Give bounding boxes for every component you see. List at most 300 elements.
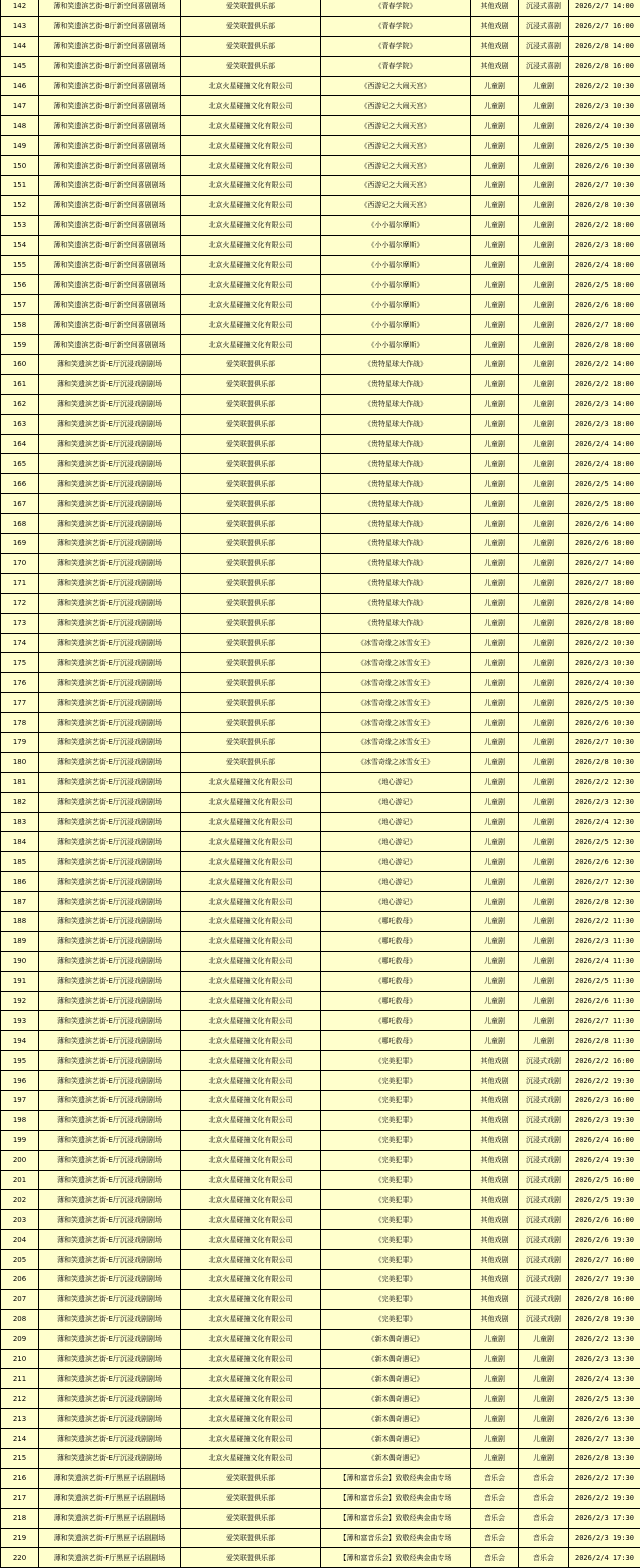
venue-cell: 薄和笑遗滨艺街-E厅沉浸戏剧剧场 (39, 832, 181, 852)
category-cell: 儿童剧 (471, 772, 519, 792)
venue-cell: 薄和笑遗滨艺街-E厅沉浸戏剧剧场 (39, 1051, 181, 1071)
venue-cell: 薄和笑遗滨艺街-E厅沉浸戏剧剧场 (39, 971, 181, 991)
venue-cell: 薄和笑遗滨艺街-E厅沉浸戏剧剧场 (39, 1130, 181, 1150)
venue-cell: 薄和笑遗滨艺街-E厅沉浸戏剧剧场 (39, 1170, 181, 1190)
datetime-cell: 2026/2/3 13:30 (569, 1349, 640, 1369)
category-cell: 儿童剧 (471, 295, 519, 315)
table-row (1, 116, 640, 136)
datetime-cell: 2026/2/2 10:30 (569, 76, 640, 96)
datetime-cell: 2026/2/3 10:30 (569, 96, 640, 116)
genre-cell: 儿童剧 (519, 991, 569, 1011)
row-number-cell: 152 (1, 195, 39, 215)
table-row (1, 613, 640, 633)
show-title-cell: 《西游记之大闹天宫》 (321, 195, 471, 215)
datetime-cell: 2026/2/8 14:00 (569, 36, 640, 56)
category-cell: 儿童剧 (471, 892, 519, 912)
organizer-cell: 北京火星碰撞文化有限公司 (181, 872, 321, 892)
row-number-cell: 166 (1, 474, 39, 494)
show-title-cell: 《小小福尔摩斯》 (321, 215, 471, 235)
table-row (1, 1230, 640, 1250)
row-number-cell: 193 (1, 1011, 39, 1031)
organizer-cell: 北京火星碰撞文化有限公司 (181, 1230, 321, 1250)
datetime-cell: 2026/2/3 12:30 (569, 792, 640, 812)
show-title-cell: 《完美犯罪》 (321, 1190, 471, 1210)
category-cell: 儿童剧 (471, 275, 519, 295)
row-number-cell: 207 (1, 1289, 39, 1309)
genre-cell: 儿童剧 (519, 772, 569, 792)
row-number-cell: 147 (1, 96, 39, 116)
show-title-cell: 《贵特星球大作战》 (321, 394, 471, 414)
venue-cell: 薄和笑遗滨艺街-E厅沉浸戏剧剧场 (39, 1429, 181, 1449)
genre-cell: 儿童剧 (519, 593, 569, 613)
venue-cell: 薄和笑遗滨艺街-E厅沉浸戏剧剧场 (39, 1389, 181, 1409)
table-row (1, 713, 640, 733)
datetime-cell: 2026/2/7 14:00 (569, 0, 640, 16)
genre-cell: 沉浸式戏剧 (519, 1170, 569, 1190)
row-number-cell: 173 (1, 613, 39, 633)
genre-cell: 沉浸式戏剧 (519, 1051, 569, 1071)
genre-cell: 沉浸式戏剧 (519, 1150, 569, 1170)
table-row (1, 1110, 640, 1130)
row-number-cell: 151 (1, 176, 39, 196)
datetime-cell: 2026/2/4 11:30 (569, 951, 640, 971)
datetime-cell: 2026/2/7 10:30 (569, 176, 640, 196)
genre-cell: 儿童剧 (519, 1011, 569, 1031)
datetime-cell: 2026/2/5 11:30 (569, 971, 640, 991)
datetime-cell: 2026/2/3 19:30 (569, 1528, 640, 1548)
datetime-cell: 2026/2/3 11:30 (569, 931, 640, 951)
venue-cell: 薄和笑遗滨艺街-E厅沉浸戏剧剧场 (39, 1309, 181, 1329)
row-number-cell: 191 (1, 971, 39, 991)
organizer-cell: 爱笑联盟俱乐部 (181, 1528, 321, 1548)
row-number-cell: 178 (1, 713, 39, 733)
venue-cell: 薄和笑遗滨艺街-B厅新空间喜剧剧场 (39, 176, 181, 196)
table-row (1, 16, 640, 36)
table-row (1, 633, 640, 653)
genre-cell: 儿童剧 (519, 76, 569, 96)
table-row (1, 1349, 640, 1369)
show-title-cell: 《哪吒救母》 (321, 931, 471, 951)
table-row (1, 514, 640, 534)
genre-cell: 儿童剧 (519, 951, 569, 971)
table-row (1, 812, 640, 832)
row-number-cell: 146 (1, 76, 39, 96)
table-row (1, 195, 640, 215)
row-number-cell: 186 (1, 872, 39, 892)
venue-cell: 薄和笑遗滨艺街-E厅沉浸戏剧剧场 (39, 792, 181, 812)
table-row (1, 673, 640, 693)
category-cell: 儿童剧 (471, 633, 519, 653)
table-row (1, 136, 640, 156)
genre-cell: 儿童剧 (519, 474, 569, 494)
genre-cell: 儿童剧 (519, 673, 569, 693)
row-number-cell: 199 (1, 1130, 39, 1150)
venue-cell: 薄和笑遗滨艺街-E厅沉浸戏剧剧场 (39, 772, 181, 792)
datetime-cell: 2026/2/2 18:00 (569, 215, 640, 235)
organizer-cell: 北京火星碰撞文化有限公司 (181, 1409, 321, 1429)
show-title-cell: 《贵特星球大作战》 (321, 374, 471, 394)
category-cell: 儿童剧 (471, 1429, 519, 1449)
show-title-cell: 《新木偶奇遇记》 (321, 1449, 471, 1469)
category-cell: 儿童剧 (471, 1369, 519, 1389)
venue-cell: 薄和笑遗滨艺街-E厅沉浸戏剧剧场 (39, 494, 181, 514)
datetime-cell: 2026/2/7 18:00 (569, 315, 640, 335)
genre-cell: 沉浸式戏剧 (519, 1289, 569, 1309)
table-row (1, 1190, 640, 1210)
organizer-cell: 北京火星碰撞文化有限公司 (181, 136, 321, 156)
category-cell: 儿童剧 (471, 156, 519, 176)
category-cell: 儿童剧 (471, 792, 519, 812)
venue-cell: 薄和笑遗滨艺街-B厅新空间喜剧剧场 (39, 275, 181, 295)
category-cell: 儿童剧 (471, 1031, 519, 1051)
table-row (1, 1369, 640, 1389)
datetime-cell: 2026/2/8 10:30 (569, 752, 640, 772)
organizer-cell: 北京火星碰撞文化有限公司 (181, 1250, 321, 1270)
organizer-cell: 爱笑联盟俱乐部 (181, 633, 321, 653)
venue-cell: 薄和笑遗滨艺街-E厅沉浸戏剧剧场 (39, 1110, 181, 1130)
venue-cell: 薄和笑遗滨艺街-E厅沉浸戏剧剧场 (39, 514, 181, 534)
table-row (1, 553, 640, 573)
row-number-cell: 183 (1, 812, 39, 832)
genre-cell: 儿童剧 (519, 693, 569, 713)
venue-cell: 薄和笑遗滨艺街-B厅新空间喜剧剧场 (39, 16, 181, 36)
show-title-cell: 《哪吒救母》 (321, 911, 471, 931)
organizer-cell: 爱笑联盟俱乐部 (181, 16, 321, 36)
show-title-cell: 《冰雪奇缘之冰雪女王》 (321, 633, 471, 653)
table-row (1, 1329, 640, 1349)
venue-cell: 薄和笑遗滨艺街-E厅沉浸戏剧剧场 (39, 553, 181, 573)
organizer-cell: 北京火星碰撞文化有限公司 (181, 275, 321, 295)
table-row (1, 255, 640, 275)
venue-cell: 薄和笑遗滨艺街-F厅黑匣子话剧剧场 (39, 1488, 181, 1508)
show-title-cell: 《新木偶奇遇记》 (321, 1349, 471, 1369)
category-cell: 儿童剧 (471, 991, 519, 1011)
category-cell: 儿童剧 (471, 653, 519, 673)
category-cell: 其他戏剧 (471, 1090, 519, 1110)
datetime-cell: 2026/2/4 13:30 (569, 1369, 640, 1389)
datetime-cell: 2026/2/8 18:00 (569, 335, 640, 355)
row-number-cell: 154 (1, 235, 39, 255)
organizer-cell: 爱笑联盟俱乐部 (181, 1488, 321, 1508)
category-cell: 儿童剧 (471, 1389, 519, 1409)
category-cell: 儿童剧 (471, 732, 519, 752)
table-row (1, 1090, 640, 1110)
genre-cell: 儿童剧 (519, 156, 569, 176)
datetime-cell: 2026/2/7 10:30 (569, 732, 640, 752)
organizer-cell: 爱笑联盟俱乐部 (181, 1468, 321, 1488)
row-number-cell: 210 (1, 1349, 39, 1369)
row-number-cell: 198 (1, 1110, 39, 1130)
datetime-cell: 2026/2/2 13:30 (569, 1329, 640, 1349)
category-cell: 其他戏剧 (471, 1309, 519, 1329)
datetime-cell: 2026/2/5 10:30 (569, 693, 640, 713)
organizer-cell: 爱笑联盟俱乐部 (181, 514, 321, 534)
row-number-cell: 169 (1, 534, 39, 554)
organizer-cell: 北京火星碰撞文化有限公司 (181, 1130, 321, 1150)
venue-cell: 薄和笑遗滨艺街-E厅沉浸戏剧剧场 (39, 1270, 181, 1290)
datetime-cell: 2026/2/5 19:30 (569, 1190, 640, 1210)
table-row (1, 1508, 640, 1528)
genre-cell: 沉浸式戏剧 (519, 1309, 569, 1329)
venue-cell: 薄和笑遗滨艺街-E厅沉浸戏剧剧场 (39, 434, 181, 454)
organizer-cell: 爱笑联盟俱乐部 (181, 474, 321, 494)
venue-cell: 薄和笑遗滨艺街-E厅沉浸戏剧剧场 (39, 991, 181, 1011)
organizer-cell: 爱笑联盟俱乐部 (181, 355, 321, 375)
category-cell: 其他戏剧 (471, 1270, 519, 1290)
row-number-cell: 204 (1, 1230, 39, 1250)
row-number-cell: 174 (1, 633, 39, 653)
row-number-cell: 205 (1, 1250, 39, 1270)
category-cell: 其他戏剧 (471, 1230, 519, 1250)
genre-cell: 沉浸式戏剧 (519, 1210, 569, 1230)
venue-cell: 薄和笑遗滨艺街-E厅沉浸戏剧剧场 (39, 1150, 181, 1170)
organizer-cell: 北京火星碰撞文化有限公司 (181, 852, 321, 872)
category-cell: 其他戏剧 (471, 1170, 519, 1190)
datetime-cell: 2026/2/8 14:00 (569, 593, 640, 613)
category-cell: 其他戏剧 (471, 1289, 519, 1309)
datetime-cell: 2026/2/5 14:00 (569, 474, 640, 494)
category-cell: 其他戏剧 (471, 1110, 519, 1130)
row-number-cell: 159 (1, 335, 39, 355)
genre-cell: 儿童剧 (519, 911, 569, 931)
datetime-cell: 2026/2/6 11:30 (569, 991, 640, 1011)
venue-cell: 薄和笑遗滨艺街-E厅沉浸戏剧剧场 (39, 633, 181, 653)
organizer-cell: 北京火星碰撞文化有限公司 (181, 1309, 321, 1329)
show-title-cell: 《哪吒救母》 (321, 971, 471, 991)
show-title-cell: 《新木偶奇遇记》 (321, 1429, 471, 1449)
venue-cell: 薄和笑遗滨艺街-B厅新空间喜剧剧场 (39, 156, 181, 176)
row-number-cell: 192 (1, 991, 39, 1011)
category-cell: 音乐会 (471, 1488, 519, 1508)
datetime-cell: 2026/2/7 11:30 (569, 1011, 640, 1031)
row-number-cell: 160 (1, 355, 39, 375)
organizer-cell: 北京火星碰撞文化有限公司 (181, 1270, 321, 1290)
table-row (1, 653, 640, 673)
organizer-cell: 北京火星碰撞文化有限公司 (181, 255, 321, 275)
show-title-cell: 《青春学院》 (321, 16, 471, 36)
table-row (1, 991, 640, 1011)
venue-cell: 薄和笑遗滨艺街-F厅黑匣子话剧剧场 (39, 1548, 181, 1568)
row-number-cell: 209 (1, 1329, 39, 1349)
organizer-cell: 北京火星碰撞文化有限公司 (181, 1090, 321, 1110)
row-number-cell: 206 (1, 1270, 39, 1290)
genre-cell: 儿童剧 (519, 553, 569, 573)
row-number-cell: 155 (1, 255, 39, 275)
show-title-cell: 《小小福尔摩斯》 (321, 235, 471, 255)
datetime-cell: 2026/2/8 13:30 (569, 1449, 640, 1469)
show-title-cell: 《哪吒救母》 (321, 1031, 471, 1051)
datetime-cell: 2026/2/2 19:30 (569, 1071, 640, 1091)
row-number-cell: 157 (1, 295, 39, 315)
datetime-cell: 2026/2/3 19:30 (569, 1110, 640, 1130)
show-title-cell: 【薄和富音乐会】致敬经典金曲专场 (321, 1528, 471, 1548)
row-number-cell: 150 (1, 156, 39, 176)
table-row (1, 355, 640, 375)
organizer-cell: 北京火星碰撞文化有限公司 (181, 1071, 321, 1091)
datetime-cell: 2026/2/3 16:00 (569, 1090, 640, 1110)
table-row (1, 534, 640, 554)
datetime-cell: 2026/2/4 17:30 (569, 1548, 640, 1568)
genre-cell: 儿童剧 (519, 116, 569, 136)
show-title-cell: 《完美犯罪》 (321, 1309, 471, 1329)
show-title-cell: 《小小福尔摩斯》 (321, 335, 471, 355)
venue-cell: 薄和笑遗滨艺街-E厅沉浸戏剧剧场 (39, 1031, 181, 1051)
show-title-cell: 《冰雪奇缘之冰雪女王》 (321, 653, 471, 673)
organizer-cell: 北京火星碰撞文化有限公司 (181, 1150, 321, 1170)
table-row (1, 474, 640, 494)
genre-cell: 儿童剧 (519, 235, 569, 255)
venue-cell: 薄和笑遗滨艺街-E厅沉浸戏剧剧场 (39, 1090, 181, 1110)
category-cell: 其他戏剧 (471, 16, 519, 36)
row-number-cell: 211 (1, 1369, 39, 1389)
datetime-cell: 2026/2/5 18:00 (569, 275, 640, 295)
category-cell: 儿童剧 (471, 215, 519, 235)
show-title-cell: 《冰雪奇缘之冰雪女王》 (321, 752, 471, 772)
category-cell: 儿童剧 (471, 812, 519, 832)
row-number-cell: 180 (1, 752, 39, 772)
venue-cell: 薄和笑遗滨艺街-B厅新空间喜剧剧场 (39, 335, 181, 355)
venue-cell: 薄和笑遗滨艺街-E厅沉浸戏剧剧场 (39, 474, 181, 494)
row-number-cell: 153 (1, 215, 39, 235)
datetime-cell: 2026/2/8 18:00 (569, 613, 640, 633)
datetime-cell: 2026/2/5 16:00 (569, 1170, 640, 1190)
datetime-cell: 2026/2/2 14:00 (569, 355, 640, 375)
table-row (1, 732, 640, 752)
table-row (1, 215, 640, 235)
organizer-cell: 北京火星碰撞文化有限公司 (181, 1190, 321, 1210)
venue-cell: 薄和笑遗滨艺街-E厅沉浸戏剧剧场 (39, 872, 181, 892)
category-cell: 音乐会 (471, 1468, 519, 1488)
organizer-cell: 北京火星碰撞文化有限公司 (181, 812, 321, 832)
datetime-cell: 2026/2/6 16:00 (569, 1210, 640, 1230)
organizer-cell: 北京火星碰撞文化有限公司 (181, 911, 321, 931)
category-cell: 儿童剧 (471, 1011, 519, 1031)
category-cell: 儿童剧 (471, 76, 519, 96)
table-row (1, 0, 640, 16)
show-title-cell: 《小小福尔摩斯》 (321, 295, 471, 315)
table-row (1, 832, 640, 852)
datetime-cell: 2026/2/5 10:30 (569, 136, 640, 156)
venue-cell: 薄和笑遗滨艺街-E厅沉浸戏剧剧场 (39, 1289, 181, 1309)
row-number-cell: 145 (1, 56, 39, 76)
venue-cell: 薄和笑遗滨艺街-E厅沉浸戏剧剧场 (39, 1190, 181, 1210)
category-cell: 儿童剧 (471, 852, 519, 872)
table-row (1, 394, 640, 414)
venue-cell: 薄和笑遗滨艺街-B厅新空间喜剧剧场 (39, 235, 181, 255)
row-number-cell: 181 (1, 772, 39, 792)
table-row (1, 1309, 640, 1329)
category-cell: 其他戏剧 (471, 1190, 519, 1210)
show-title-cell: 《小小福尔摩斯》 (321, 255, 471, 275)
show-title-cell: 《西游记之大闹天宫》 (321, 76, 471, 96)
category-cell: 儿童剧 (471, 1329, 519, 1349)
table-row (1, 1130, 640, 1150)
organizer-cell: 北京火星碰撞文化有限公司 (181, 931, 321, 951)
venue-cell: 薄和笑遗滨艺街-E厅沉浸戏剧剧场 (39, 1230, 181, 1250)
table-row (1, 693, 640, 713)
row-number-cell: 214 (1, 1429, 39, 1449)
table-row (1, 1071, 640, 1091)
organizer-cell: 爱笑联盟俱乐部 (181, 673, 321, 693)
category-cell: 儿童剧 (471, 454, 519, 474)
category-cell: 儿童剧 (471, 394, 519, 414)
organizer-cell: 北京火星碰撞文化有限公司 (181, 1429, 321, 1449)
genre-cell: 儿童剧 (519, 573, 569, 593)
category-cell: 音乐会 (471, 1528, 519, 1548)
organizer-cell: 北京火星碰撞文化有限公司 (181, 1349, 321, 1369)
table-row (1, 76, 640, 96)
row-number-cell: 162 (1, 394, 39, 414)
venue-cell: 薄和笑遗滨艺街-E厅沉浸戏剧剧场 (39, 593, 181, 613)
datetime-cell: 2026/2/7 16:00 (569, 16, 640, 36)
organizer-cell: 爱笑联盟俱乐部 (181, 613, 321, 633)
row-number-cell: 200 (1, 1150, 39, 1170)
category-cell: 其他戏剧 (471, 1051, 519, 1071)
venue-cell: 薄和笑遗滨艺街-E厅沉浸戏剧剧场 (39, 812, 181, 832)
genre-cell: 沉浸式戏剧 (519, 1130, 569, 1150)
genre-cell: 儿童剧 (519, 335, 569, 355)
genre-cell: 儿童剧 (519, 852, 569, 872)
category-cell: 其他戏剧 (471, 0, 519, 16)
genre-cell: 沉浸式戏剧 (519, 1270, 569, 1290)
organizer-cell: 爱笑联盟俱乐部 (181, 494, 321, 514)
show-title-cell: 《完美犯罪》 (321, 1210, 471, 1230)
show-title-cell: 《贵特星球大作战》 (321, 613, 471, 633)
genre-cell: 儿童剧 (519, 434, 569, 454)
genre-cell: 沉浸式喜剧 (519, 56, 569, 76)
category-cell: 儿童剧 (471, 613, 519, 633)
datetime-cell: 2026/2/4 19:30 (569, 1150, 640, 1170)
show-title-cell: 【薄和富音乐会】致敬经典金曲专场 (321, 1488, 471, 1508)
datetime-cell: 2026/2/6 10:30 (569, 156, 640, 176)
show-title-cell: 《完美犯罪》 (321, 1150, 471, 1170)
datetime-cell: 2026/2/2 12:30 (569, 772, 640, 792)
genre-cell: 儿童剧 (519, 1409, 569, 1429)
venue-cell: 薄和笑遗滨艺街-B厅新空间喜剧剧场 (39, 96, 181, 116)
table-row (1, 454, 640, 474)
row-number-cell: 144 (1, 36, 39, 56)
venue-cell: 薄和笑遗滨艺街-E厅沉浸戏剧剧场 (39, 1409, 181, 1429)
row-number-cell: 184 (1, 832, 39, 852)
category-cell: 儿童剧 (471, 96, 519, 116)
datetime-cell: 2026/2/6 13:30 (569, 1409, 640, 1429)
category-cell: 其他戏剧 (471, 1071, 519, 1091)
venue-cell: 薄和笑遗滨艺街-B厅新空间喜剧剧场 (39, 0, 181, 16)
datetime-cell: 2026/2/8 12:30 (569, 892, 640, 912)
genre-cell: 儿童剧 (519, 872, 569, 892)
table-row (1, 772, 640, 792)
category-cell: 其他戏剧 (471, 56, 519, 76)
show-title-cell: 《青春学院》 (321, 0, 471, 16)
datetime-cell: 2026/2/4 18:00 (569, 454, 640, 474)
genre-cell: 音乐会 (519, 1508, 569, 1528)
genre-cell: 沉浸式喜剧 (519, 0, 569, 16)
show-title-cell: 【薄和富音乐会】致敬经典金曲专场 (321, 1548, 471, 1568)
category-cell: 儿童剧 (471, 315, 519, 335)
table-row (1, 1051, 640, 1071)
table-row (1, 1468, 640, 1488)
row-number-cell: 172 (1, 593, 39, 613)
venue-cell: 薄和笑遗滨艺街-E厅沉浸戏剧剧场 (39, 1011, 181, 1031)
datetime-cell: 2026/2/3 18:00 (569, 235, 640, 255)
venue-cell: 薄和笑遗滨艺街-E厅沉浸戏剧剧场 (39, 673, 181, 693)
datetime-cell: 2026/2/7 12:30 (569, 872, 640, 892)
row-number-cell: 179 (1, 732, 39, 752)
genre-cell: 沉浸式戏剧 (519, 1250, 569, 1270)
row-number-cell: 194 (1, 1031, 39, 1051)
genre-cell: 沉浸式戏剧 (519, 1110, 569, 1130)
genre-cell: 儿童剧 (519, 394, 569, 414)
